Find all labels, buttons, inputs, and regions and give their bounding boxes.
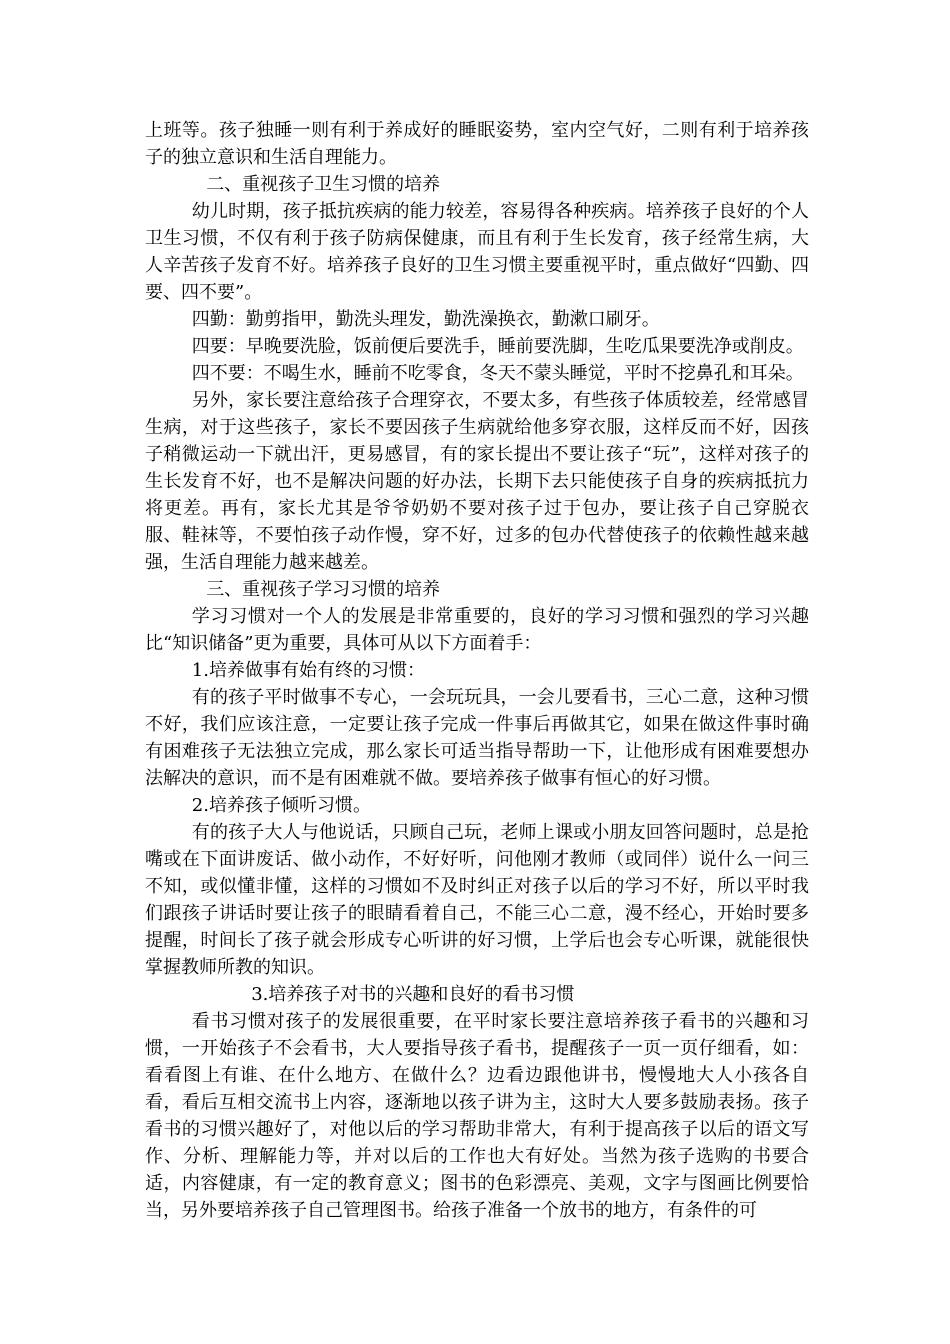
paragraph: 幼儿时期，孩子抵抗疾病的能力较差，容易得各种疾病。培养孩子良好的个人卫生习惯，不仅有利于孩子防病保健康，而且有利于生长发育，孩子经常生病，大人辛苦孩子发育不好。培养孩子良好的卫生习惯主要重视平时，重点做好“四勤、四要、四不要”。	[145, 201, 809, 303]
paragraph: 看书习惯对孩子的发展很重要，在平时家长要注意培养孩子看书的兴趣和习惯，一开始孩子不会看书，大人要指导孩子看书，提醒孩子一页一页仔细看，如：看看图上有谁、在什么地方、在做什么？边看边跟他讲书，慢慢地大人小孩各自看，看后互相交流书上内容，逐渐地以孩子讲为主，这时大人要多鼓励表扬。孩子看书的习惯兴趣好了，对他以后的学习帮助非常大，有利于提高孩子以后的语文写作、分析、理解能力等，并对以后的工作也大有好处。当然为孩子选购的书要合适，内容健康，有一定的教育意义；图书的色彩漂亮、美观，文字与图画比例要恰当，另外要培养孩子自己管理图书。给孩子准备一个放书的地方，有条件的可	[145, 1011, 809, 1221]
paragraph: 四勤：勤剪指甲，勤洗头理发，勤洗澡换衣，勤漱口刷牙。	[191, 309, 660, 330]
subheading: 2.培养孩子倾听习惯。	[191, 795, 371, 816]
document-page	[145, 117, 809, 1224]
section-heading: 三、重视孩子学习习惯的培养	[206, 579, 441, 600]
subheading: 1.培养做事有始有终的习惯：	[191, 660, 425, 681]
paragraph: 另外，家长要注意给孩子合理穿衣，不要太多，有些孩子体质较差，经常感冒生病，对于这些孩子，家长不要因孩子生病就给他多穿衣服，这样反而不好，因孩子稍微运动一下就出汗，更易感冒，有的家长提出不要让孩子“玩”，这样对孩子的生长发育不好，也不是解决问题的好办法，长期下去只能使孩子自身的疾病抵抗力将更差。再有，家长尤其是爷爷奶奶不要对孩子过于包办，要让孩子自己穿脱衣服、鞋袜等，不要怕孩子动作慢，穿不好，过多的包办代替使孩子的依赖性越来越强，生活自理能力越来越差。	[145, 390, 809, 573]
paragraph: 学习习惯对一个人的发展是非常重要的，良好的学习习惯和强烈的学习兴趣比“知识储备”更为重要，具体可从以下方面着手：	[145, 606, 809, 654]
paragraph: 四不要：不喝生水，睡前不吃零食，冬天不蒙头睡觉，平时不挖鼻孔和耳朵。	[191, 363, 804, 384]
paragraph: 四要：早晚要洗脸，饭前便后要洗手，睡前要洗脚，生吃瓜果要洗净或削皮。	[191, 336, 804, 357]
paragraph: 上班等。孩子独睡一则有利于养成好的睡眠姿势，室内空气好，二则有利于培养孩子的独立意识和生活自理能力。	[145, 120, 809, 168]
paragraph: 有的孩子大人与他说话，只顾自己玩，老师上课或小朋友回答问题时，总是抢嘴或在下面讲废话、做小动作，不好好听，问他刚才教师（或同伴）说什么一问三不知，或似懂非懂，这样的习惯如不及时纠正对孩子以后的学习不好，所以平时我们跟孩子讲话时要让孩子的眼睛看着自己，不能三心二意，漫不经心，开始时要多提醒，时间长了孩子就会形成专心听讲的好习惯，上学后也会专心听课，就能很快掌握教师所教的知识。	[145, 822, 809, 978]
subheading: 3.培养孩子对书的兴趣和良好的看书习惯	[251, 984, 575, 1005]
paragraph: 有的孩子平时做事不专心，一会玩玩具，一会儿要看书，三心二意，这种习惯不好，我们应该注意，一定要让孩子完成一件事后再做其它，如果在做这件事时确有困难孩子无法独立完成，那么家长可适当指导帮助一下，让他形成有困难要想办法解决的意识，而不是有困难就不做。要培养孩子做事有恒心的好习惯。	[145, 687, 809, 789]
section-heading: 二、重视孩子卫生习惯的培养	[206, 174, 441, 195]
